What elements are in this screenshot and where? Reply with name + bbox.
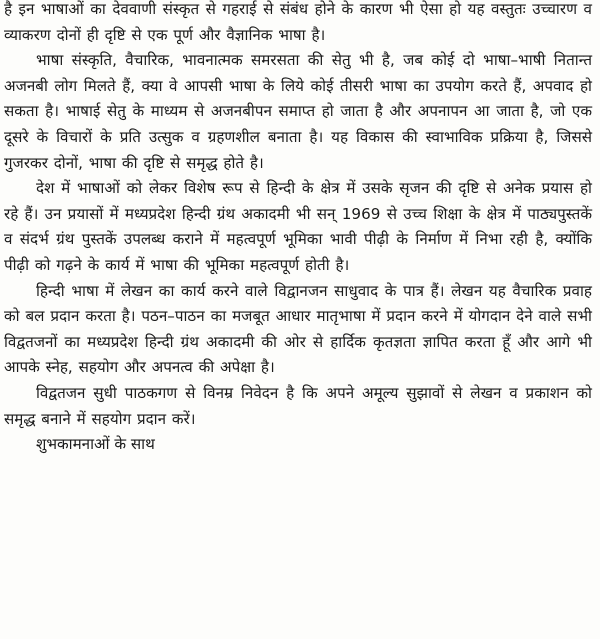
paragraph: हिन्दी भाषा में लेखन का कार्य करने वाले विद्वानजन साधुवाद के पात्र हैं। लेखन यह वैचारिक प्रवाह को बल प्रदान करता है। पठन–पाठन का मजबूत आधार मातृभाषा में प्रदान करने में योगदान देने वाले सभी विद्वतजनों का मध्यप्रदेश हिन्दी ग्रंथ अकादमी की ओर से हार्दिक कृतज्ञता ज्ञापित करता हूँ और आगे भी आपके स्नेह, सहयोग और अपनत्व की अपेक्षा है। bbox=[4, 281, 592, 377]
closing-line: शुभकामनाओं के साथ bbox=[36, 435, 155, 454]
paragraph: भाषा संस्कृति, वैचारिक, भावनात्मक समरसता की सेतु भी है, जब कोई दो भाषा–भाषी नितान्त अजनबी लोग मिलते हैं, क्या वे आपसी भाषा के लिये कोई तीसरी भाषा का उपयोग करते हैं, अपवाद हो सकता है। भाषाई सेतु के माध्यम से अजनबीपन समाप्त हो जाता है और अपनापन आ जाता है, जो एक दूसरे के विचारों के प्रति उत्सुक व ग्रहणशील बनाता है। यह विकास की स्वाभाविक प्रक्रिया है, जिससे गुजरकर दोनों, भाषा की दृष्टि से समृद्ध होते है। bbox=[4, 51, 592, 172]
paragraph: देश में भाषाओं को लेकर विशेष रूप से हिन्दी के क्षेत्र में उसके सृजन की दृष्टि से अनेक प्रयास हो रहे हैं। उन प्रयासों में मध्यप्रदेश हिन्दी ग्रंथ अकादमी भी सन् 1969 से उच्च शिक्षा के क्षेत्र में पाठ्यपुस्तकें व संदर्भ ग्रंथ पुस्तकें उपलब्ध कराने में महत्वपूर्ण भूमिका भावी पीढ़ी के निर्माण में निभा रही है, क्योंकि पीढ़ी को गढ़ने के कार्य में भाषा की भूमिका महत्वपूर्ण होती है। bbox=[4, 179, 592, 274]
paragraph: है इन भाषाओं का देववाणी संस्कृत से गहराई से संबंध होने के कारण भी ऐसा हो यह वस्तुतः उच्चारण व व्याकरण दोनों ही दृष्टि से एक पूर्ण और वैज्ञानिक भाषा है। bbox=[4, 0, 592, 44]
paragraph: विद्वतजन सुधी पाठकगण से विनम्र निवेदन है कि अपने अमूल्य सुझावों से लेखन व प्रकाशन को समृद्ध बनाने में सहयोग प्रदान करें। bbox=[4, 383, 592, 428]
